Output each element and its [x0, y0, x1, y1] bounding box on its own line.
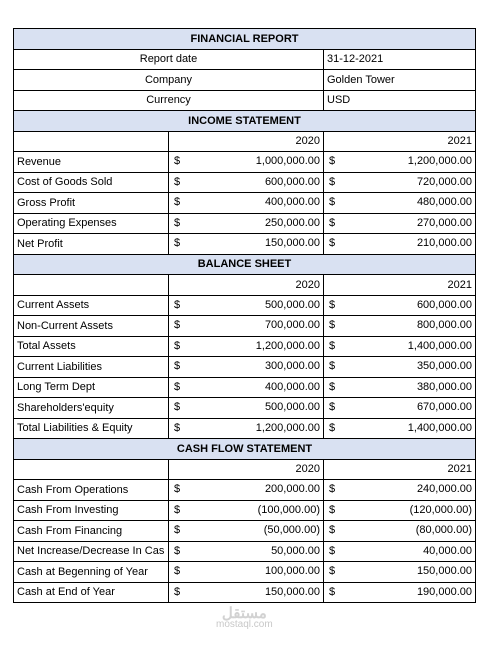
currency-symbol: $: [174, 155, 181, 167]
amount-value: 400,000.00: [264, 380, 320, 393]
meta-row-currency: [14, 90, 476, 111]
amount-cell-2020[interactable]: [169, 213, 324, 234]
table-row: [14, 295, 476, 316]
amount-value: 250,000.00: [264, 216, 320, 229]
blank-cell: [14, 131, 169, 152]
amount-cell-2020[interactable]: [169, 193, 324, 214]
currency-symbol: $: [329, 503, 336, 516]
amount-cell-2021[interactable]: [324, 213, 476, 234]
section-header-row-cash-flow-statement: [14, 439, 476, 460]
currency-symbol: $: [329, 339, 336, 352]
year-header-2021: 2021: [324, 275, 476, 296]
currency-symbol: $: [174, 483, 181, 495]
currency-symbol: $: [174, 360, 181, 372]
currency-symbol: $: [329, 544, 336, 557]
row-label[interactable]: Shareholders'equity: [14, 398, 169, 419]
currency-symbol: $: [174, 339, 181, 352]
year-header-row: [14, 131, 476, 152]
amount-cell-2020[interactable]: [169, 316, 324, 337]
currency-symbol: $: [174, 319, 181, 331]
amount-value: 1,400,000.00: [407, 339, 472, 352]
year-header-2021: 2021: [324, 459, 476, 480]
currency-symbol: $: [174, 421, 181, 434]
amount-value: 700,000.00: [264, 319, 320, 331]
row-label[interactable]: Revenue: [14, 152, 169, 173]
table-row: [14, 480, 476, 501]
row-label[interactable]: Total Assets: [14, 336, 169, 357]
amount-cell-2020[interactable]: [169, 234, 324, 255]
amount-value: 150,000.00: [264, 237, 320, 249]
amount-cell-2020[interactable]: [169, 336, 324, 357]
report-date-value[interactable]: 31-12-2021: [324, 49, 476, 70]
amount-value: 100,000.00: [264, 565, 320, 577]
amount-value: 600,000.00: [416, 298, 472, 311]
blank-cell: [14, 459, 169, 480]
currency-symbol: $: [329, 155, 336, 167]
table-row: [14, 582, 476, 603]
currency-symbol: $: [174, 175, 181, 188]
currency-symbol: $: [174, 544, 181, 557]
amount-cell-2020[interactable]: [169, 521, 324, 542]
amount-cell-2021[interactable]: [324, 357, 476, 378]
amount-cell-2021[interactable]: [324, 377, 476, 398]
row-label[interactable]: Current Assets: [14, 295, 169, 316]
amount-cell-2020[interactable]: [169, 295, 324, 316]
amount-value: 150,000.00: [264, 585, 320, 598]
amount-cell-2021[interactable]: [324, 193, 476, 214]
row-label[interactable]: Operating Expenses: [14, 213, 169, 234]
amount-value: 240,000.00: [416, 483, 472, 495]
section-title: CASH FLOW STATEMENT: [14, 439, 476, 460]
row-label[interactable]: Net Increase/Decrease In Cas: [14, 541, 169, 562]
table-row: [14, 357, 476, 378]
amount-cell-2020[interactable]: [169, 398, 324, 419]
currency-symbol: $: [174, 565, 181, 577]
row-label[interactable]: Total Liabilities & Equity: [14, 418, 169, 439]
currency-symbol: $: [329, 585, 336, 598]
amount-value: 500,000.00: [264, 401, 320, 413]
currency-symbol: $: [329, 216, 336, 229]
currency-symbol: $: [174, 298, 181, 311]
table-row: [14, 193, 476, 214]
row-label[interactable]: Gross Profit: [14, 193, 169, 214]
amount-value: 350,000.00: [416, 360, 472, 372]
amount-cell-2021[interactable]: [324, 521, 476, 542]
section-header-row-income-statement: [14, 111, 476, 132]
currency-symbol: $: [329, 319, 336, 331]
table-row: [14, 418, 476, 439]
report-table: [13, 28, 476, 603]
amount-value: 800,000.00: [416, 319, 472, 331]
amount-value: 210,000.00: [416, 237, 472, 249]
amount-cell-2020[interactable]: [169, 377, 324, 398]
currency-symbol: $: [174, 503, 181, 516]
row-label[interactable]: Cash From Operations: [14, 480, 169, 501]
row-label[interactable]: Cash From Investing: [14, 500, 169, 521]
row-label[interactable]: Cost of Goods Sold: [14, 172, 169, 193]
currency-symbol: $: [329, 360, 336, 372]
currency-symbol: $: [174, 237, 181, 249]
table-row: [14, 152, 476, 173]
amount-value: 670,000.00: [416, 401, 472, 413]
row-label[interactable]: Net Profit: [14, 234, 169, 255]
amount-value: 190,000.00: [416, 585, 472, 598]
company-label: Company: [14, 70, 324, 91]
amount-cell-2020[interactable]: [169, 562, 324, 583]
amount-value: 400,000.00: [264, 196, 320, 208]
table-row: [14, 500, 476, 521]
amount-cell-2020[interactable]: [169, 541, 324, 562]
amount-value: 380,000.00: [416, 380, 472, 393]
amount-value: (100,000.00): [257, 503, 320, 516]
watermark-latin: mostaql.com: [216, 619, 273, 630]
currency-symbol: $: [174, 380, 181, 393]
amount-value: 50,000.00: [271, 544, 320, 557]
amount-value: 720,000.00: [416, 175, 472, 188]
amount-cell-2021[interactable]: [324, 295, 476, 316]
table-row: [14, 521, 476, 542]
row-label[interactable]: Cash at End of Year: [14, 582, 169, 603]
amount-cell-2021[interactable]: [324, 582, 476, 603]
amount-value: 1,400,000.00: [407, 421, 472, 434]
currency-symbol: $: [329, 196, 336, 208]
currency-label: Currency: [14, 90, 324, 111]
currency-symbol: $: [329, 175, 336, 188]
meta-row-company: [14, 70, 476, 91]
currency-symbol: $: [329, 524, 336, 536]
amount-cell-2021[interactable]: [324, 418, 476, 439]
table-row: [14, 316, 476, 337]
amount-value: 150,000.00: [416, 565, 472, 577]
year-header-row: [14, 275, 476, 296]
currency-symbol: $: [329, 401, 336, 413]
amount-cell-2021[interactable]: [324, 480, 476, 501]
currency-symbol: $: [174, 524, 181, 536]
currency-value[interactable]: USD: [324, 90, 476, 111]
year-header-row: [14, 459, 476, 480]
watermark-arabic: مستقل: [221, 605, 267, 622]
amount-value: 1,200,000.00: [255, 339, 320, 352]
amount-cell-2020[interactable]: [169, 480, 324, 501]
amount-cell-2020[interactable]: [169, 582, 324, 603]
amount-value: 1,200,000.00: [407, 155, 472, 167]
amount-cell-2020[interactable]: [169, 172, 324, 193]
meta-row-report-date: [14, 49, 476, 70]
mostaql-watermark: [216, 605, 273, 630]
amount-value: 40,000.00: [423, 544, 472, 557]
table-row: [14, 377, 476, 398]
financial-report-sheet: [13, 28, 476, 603]
amount-value: 600,000.00: [264, 175, 320, 188]
row-label[interactable]: Cash From Financing: [14, 521, 169, 542]
amount-cell-2020[interactable]: [169, 152, 324, 173]
amount-value: 200,000.00: [264, 483, 320, 495]
currency-symbol: $: [174, 585, 181, 598]
amount-cell-2021[interactable]: [324, 234, 476, 255]
amount-value: (120,000.00): [409, 503, 472, 516]
row-label[interactable]: Current Liabilities: [14, 357, 169, 378]
section-title: BALANCE SHEET: [14, 254, 476, 275]
currency-symbol: $: [329, 565, 336, 577]
amount-value: 300,000.00: [264, 360, 320, 372]
row-label[interactable]: Non-Current Assets: [14, 316, 169, 337]
blank-cell: [14, 275, 169, 296]
section-header-row-balance-sheet: [14, 254, 476, 275]
section-title: INCOME STATEMENT: [14, 111, 476, 132]
row-label[interactable]: Long Term Dept: [14, 377, 169, 398]
report-title-row: [14, 29, 476, 50]
year-header-2020: 2020: [169, 459, 324, 480]
amount-cell-2021[interactable]: [324, 336, 476, 357]
amount-value: 500,000.00: [264, 298, 320, 311]
currency-symbol: $: [329, 421, 336, 434]
year-header-2021: 2021: [324, 131, 476, 152]
currency-symbol: $: [329, 483, 336, 495]
amount-cell-2021[interactable]: [324, 541, 476, 562]
amount-value: (80,000.00): [415, 524, 472, 536]
amount-value: 1,200,000.00: [255, 421, 320, 434]
currency-symbol: $: [174, 401, 181, 413]
amount-value: (50,000.00): [263, 524, 320, 536]
amount-cell-2021[interactable]: [324, 562, 476, 583]
report-title: FINANCIAL REPORT: [14, 29, 476, 50]
amount-cell-2020[interactable]: [169, 418, 324, 439]
currency-symbol: $: [329, 298, 336, 311]
year-header-2020: 2020: [169, 275, 324, 296]
amount-cell-2021[interactable]: [324, 152, 476, 173]
amount-cell-2020[interactable]: [169, 500, 324, 521]
currency-symbol: $: [329, 380, 336, 393]
table-row: [14, 172, 476, 193]
amount-cell-2021[interactable]: [324, 398, 476, 419]
table-row: [14, 562, 476, 583]
table-row: [14, 398, 476, 419]
amount-cell-2021[interactable]: [324, 172, 476, 193]
table-row: [14, 336, 476, 357]
year-header-2020: 2020: [169, 131, 324, 152]
currency-symbol: $: [329, 237, 336, 249]
amount-value: 480,000.00: [416, 196, 472, 208]
table-row: [14, 234, 476, 255]
amount-cell-2021[interactable]: [324, 500, 476, 521]
company-value[interactable]: Golden Tower: [324, 70, 476, 91]
table-row: [14, 213, 476, 234]
currency-symbol: $: [174, 216, 181, 229]
amount-value: 270,000.00: [416, 216, 472, 229]
amount-cell-2020[interactable]: [169, 357, 324, 378]
row-label[interactable]: Cash at Begenning of Year: [14, 562, 169, 583]
table-row: [14, 541, 476, 562]
report-date-label: Report date: [14, 49, 324, 70]
currency-symbol: $: [174, 196, 181, 208]
amount-value: 1,000,000.00: [255, 155, 320, 167]
amount-cell-2021[interactable]: [324, 316, 476, 337]
